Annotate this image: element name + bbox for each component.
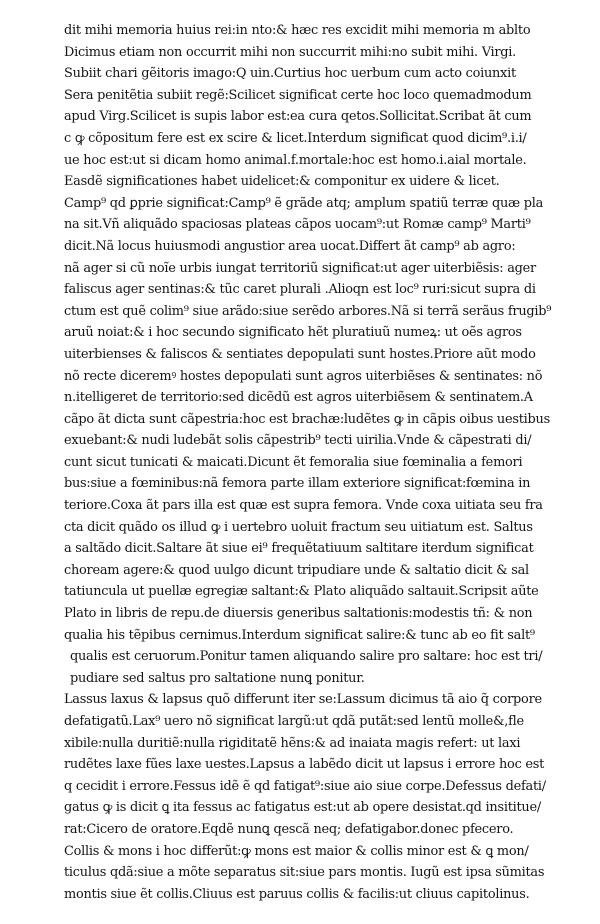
text-line: Subiit chari gẽitoris imago:Q uin.Curtius hoc uerbum cum acto coiunxit: [64, 66, 516, 82]
text-line: gatus ꝙ is dicit ꝗ ita fessus ac fatigatus est:ut ab opere desistat.qd insititue/: [64, 800, 541, 816]
text-line: Plato in libris de repu.de diuersis generibus saltationis:modestis tñ: & non: [64, 606, 533, 622]
text-line: Sera penitẽtia subiit regẽ:Scilicet significat certe hoc loco quemadmodum: [64, 87, 532, 103]
text-line: bus:siue a fœminibus:nã femora parte illam exteriore significat:fœmina in: [64, 476, 531, 492]
text-line: qualis est ceruorum.Ponitur tamen aliquando salire pro saltare: hoc est tri/: [70, 649, 543, 665]
text-line: ticulus qdã:siue a mõte separatus sit:siue pars montis. Iugũ est ipsa sũmitas: [64, 865, 545, 881]
text-line: ctum est quẽ colim⁹ siue arãdo:siue serẽdo arbores.Nã si terrã serãus frugib⁹: [64, 303, 552, 319]
text-line: cunt sicut tunicati & maicati.Dicunt ẽt femoralia siue fœminalia a femori: [64, 454, 523, 470]
text-line: choream agere:& quod uulgo dicunt tripudiare unde & saltatio dicit & sal: [64, 562, 529, 578]
text-line: tatiuncula ut puellæ egregiæ saltant:& Plato aliquãdo saltauit.Scripsit aũte: [64, 584, 539, 600]
text-line: Camp⁹ qd ꝑprie significat:Camp⁹ ẽ grãde atq; amplum spatiũ terræ quæ pla: [64, 195, 544, 211]
text-line: Lassus laxus & lapsus quõ differunt iter se:Lassum dicimus tã aio q̃ corpore: [64, 692, 542, 708]
text-line: rudẽtes laxe fũes laxe uestes.Lapsus a labẽdo dicit ut lapsus i errore hoc est: [64, 757, 545, 773]
text-line: nõ recte diceremꝰ hostes depopulati sunt agros uiterbiẽses & sentinates: nõ: [64, 368, 543, 384]
text-line: exuebant:& nudi ludebãt solis cãpestrib⁹ tecti uirilia.Vnde & cãpestrati di/: [64, 433, 532, 449]
text-line: a saltãdo dicit.Saltare ãt siue ei⁹ frequẽtatiuum saltitare iterdum significat: [64, 541, 534, 557]
text-line: dicit.Nã locus huiusmodi angustior area uocat.Differt ãt camp⁹ ab agro:: [64, 238, 516, 254]
text-line: montis siue ẽt collis.Cliuus est paruus collis & facilis:ut cliuus capitolinus.: [64, 886, 530, 902]
text-line: aruũ noiat:& i hoc secundo significato hẽt pluratiuũ numeꝝ: ut oẽs agros: [64, 325, 522, 341]
text-line: defatigatũ.Lax⁹ uero nõ significat largũ:ut qdã putãt:sed lentũ molle&,fle: [64, 714, 524, 729]
text-line: dit mihi memoria huius rei:in nto:& hæc res excidit mihi memoria m ablto: [64, 23, 531, 38]
text-line: cãpo ãt dicta sunt cãpestria:hoc est brachæ:ludẽtes ꝙ in cãpis oibus uestibus: [64, 411, 550, 427]
text-line: qualia his tẽpibus cernimus.Interdum significat salire:& tunc ab eo fit salt⁹: [64, 627, 535, 643]
text-line: Collis & mons i hoc differũt:ꝙ mons est maior & collis minor est & ꝗ mon/: [64, 843, 529, 859]
text-line: n.itelligeret de territorio:sed dicẽdũ est agros uiterbiẽsem & sentinatem.A: [64, 390, 533, 406]
text-line: uiterbienses & faliscos & sentiates depopulati sunt hostes.Priore aũt modo: [64, 346, 536, 362]
text-line: Dicimus etiam non occurrit mihi non succurrit mihi:no subit mihi. Virgi.: [64, 44, 517, 60]
text-line: c ꝙ cõpositum fere est ex scire & licet.Interdum significat quod dicim⁹.i.i/: [64, 130, 527, 146]
text-line: nã ager si cũ noĩe urbis iungat territoriũ significat:ut ager uiterbiẽsis: ager: [64, 260, 536, 276]
text-line: q cecidit i errore.Fessus idẽ ẽ qd fatigat⁹:siue aio siue corpe.Defessus defati/: [64, 778, 546, 794]
text-line: na sit.Vñ aliquãdo spaciosas plateas cãpos uocam⁹:ut Romæ camp⁹ Marti⁹: [64, 217, 531, 233]
text-line: Easdẽ significationes habet uidelicet:& componitur ex uidere & licet.: [64, 174, 500, 190]
text-line: rat:Cicero de oratore.Eqdẽ nunꝗ qescã neq; defatigabor.donec pfecero.: [64, 821, 514, 837]
text-column: [64, 20, 584, 905]
text-line: xibile:nulla duritiẽ:nulla rigiditatẽ hẽns:& ad inaiata magis refert: ut laxi: [64, 735, 521, 751]
text-line: teriore.Coxa ãt pars illa est quæ est supra femora. Vnde coxa uitiata seu fra: [64, 498, 543, 514]
text-line: ue hoc est:ut si dicam homo animal.f.mortale:hoc est homo.i.aial mortale.: [64, 152, 527, 168]
text-line: apud Virg.Scilicet is supis labor est:ea cura qetos.Sollicitat.Scribat ãt cum: [64, 109, 532, 125]
text-line: cta dicit quãdo os illud ꝙ i uertebro uoluit fractum seu uitiatum est. Saltus: [64, 519, 533, 535]
text-line: faliscus ager sentinas:& tũc caret plurali .Alioqn est loc⁹ ruri:sicut supra di: [64, 282, 536, 298]
text-line: pudiare sed saltus pro saltatione nunꝗ ponitur.: [70, 670, 365, 686]
